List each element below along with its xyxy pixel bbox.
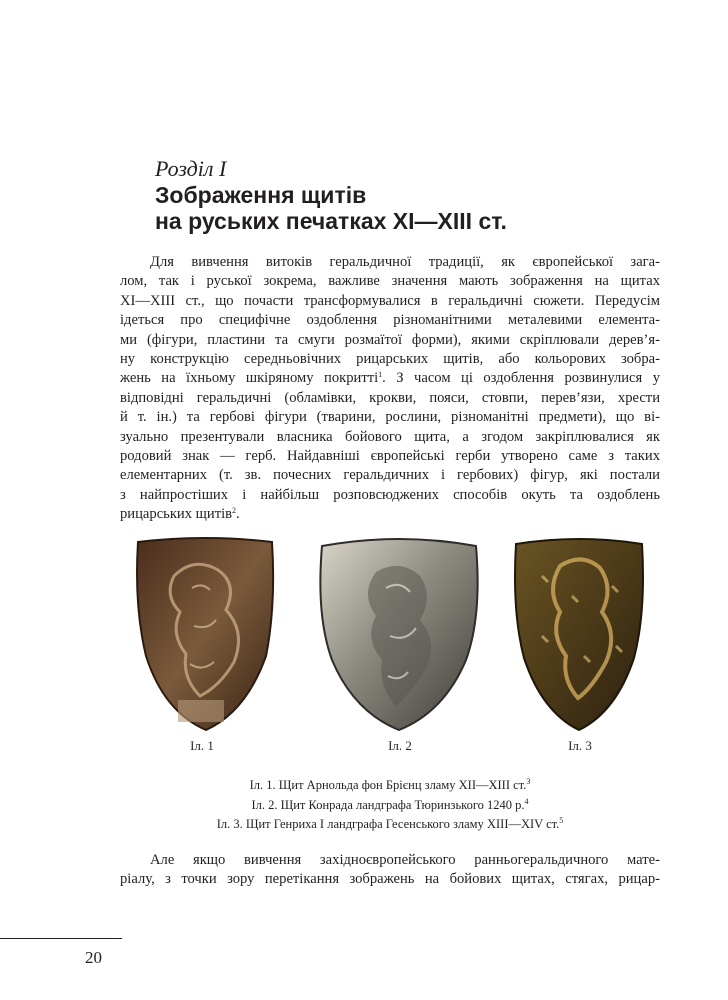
text-line: Але якщо вивчення західноєвропейського ранньогеральдичного мате- (150, 852, 660, 868)
chapter-title-line-1: Зображення щитів (155, 182, 367, 208)
text-segment: рицарських щитів (120, 506, 233, 523)
text-line (120, 369, 660, 388)
text-line: Для вивчення витоків геральдичної традиції, як європейської зага- (150, 254, 660, 270)
text-line: лом, так і руської зокрема, важливе значення мають зображення на щитах (120, 273, 660, 290)
caption-text: Іл. 1. Щит Арнольда фон Брієнц зламу ХІІ—ХІІІ ст. (249, 778, 527, 792)
page-number: 20 (85, 948, 102, 967)
text-line: ідеться про специфічне оздоблення різноманітними металевими елемента- (120, 312, 660, 329)
text-line: ми (фігури, пластини та смуги розмаїтої форми), якими скріплювали дерев’я- (120, 331, 660, 348)
footnote-ref-4: 4 (524, 796, 529, 806)
figure-label-2: Іл. 2 (388, 738, 412, 753)
text-line: відповідні геральдичні (обламівки, крокви, пояси, стовпи, перев’язи, хрести (120, 389, 660, 406)
footer-divider (0, 938, 122, 939)
text-line: зуально презентували власника бойового щита, а згодом закріплювалися як (120, 428, 660, 445)
footnote-ref-1: 1 (378, 370, 383, 380)
text-line: елементарних (т. зв. почесних геральдичних і гербових) фігур, які постали (120, 467, 660, 484)
chapter-title (155, 182, 507, 234)
chapter-label: Розділ І (155, 156, 227, 181)
caption-text: Іл. 2. Щит Конрада ландграфа Тюринзького 1240 р. (251, 797, 525, 812)
shield-2-lion-image (316, 536, 482, 732)
text-line (120, 505, 660, 524)
text-segment: . З часом ці оздоблення розвинулися у (382, 370, 660, 387)
footnote-ref-3: 3 (526, 777, 531, 786)
shield-3-lion-image (512, 536, 646, 732)
text-line: з найпростіших і найбільш розповсюджених способів окуть та оздоблень (120, 486, 660, 503)
figure-label-3: Іл. 3 (568, 738, 592, 753)
footnote-ref-5: 5 (559, 816, 564, 825)
text-line: ну конструкцію середньовічних рицарських щитів, або кольорових зобра- (120, 351, 660, 368)
caption-text: Іл. 3. Щит Генриха І ландграфа Гесенського зламу ХІІІ—XIV ст. (216, 817, 560, 831)
chapter-title-line-2: на руських печатках ХІ—ХІІІ ст. (155, 208, 507, 234)
footnote-ref-2: 2 (232, 506, 237, 516)
caption-3 (120, 815, 660, 835)
figure-captions (120, 776, 660, 835)
text-line: ріалу, з точки зору перетікання зображень на бойових щитах, стягах, рицар- (120, 871, 660, 888)
shield-1-lion-image (134, 536, 276, 732)
figure-row (120, 536, 660, 776)
figure-label-1: Іл. 1 (190, 738, 214, 753)
body-paragraph-2 (120, 851, 660, 890)
body-paragraph-1 (120, 253, 660, 525)
text-line: родовий знак — герб. Найдавніші європейські герби утворено саме з таких (120, 448, 660, 465)
text-line: ХІ—ХІІІ ст., що почасти трансформувалися в геральдичні сюжети. Передусім (120, 292, 660, 309)
text-line: й т. ін.) та гербові фігури (тварини, рослини, різноманітні предмети), що ві- (120, 409, 660, 426)
text-segment: . (236, 506, 240, 523)
caption-2 (120, 796, 660, 816)
caption-1 (120, 776, 660, 796)
text-segment: жень на їхньому шкіряному покритті (120, 370, 379, 387)
